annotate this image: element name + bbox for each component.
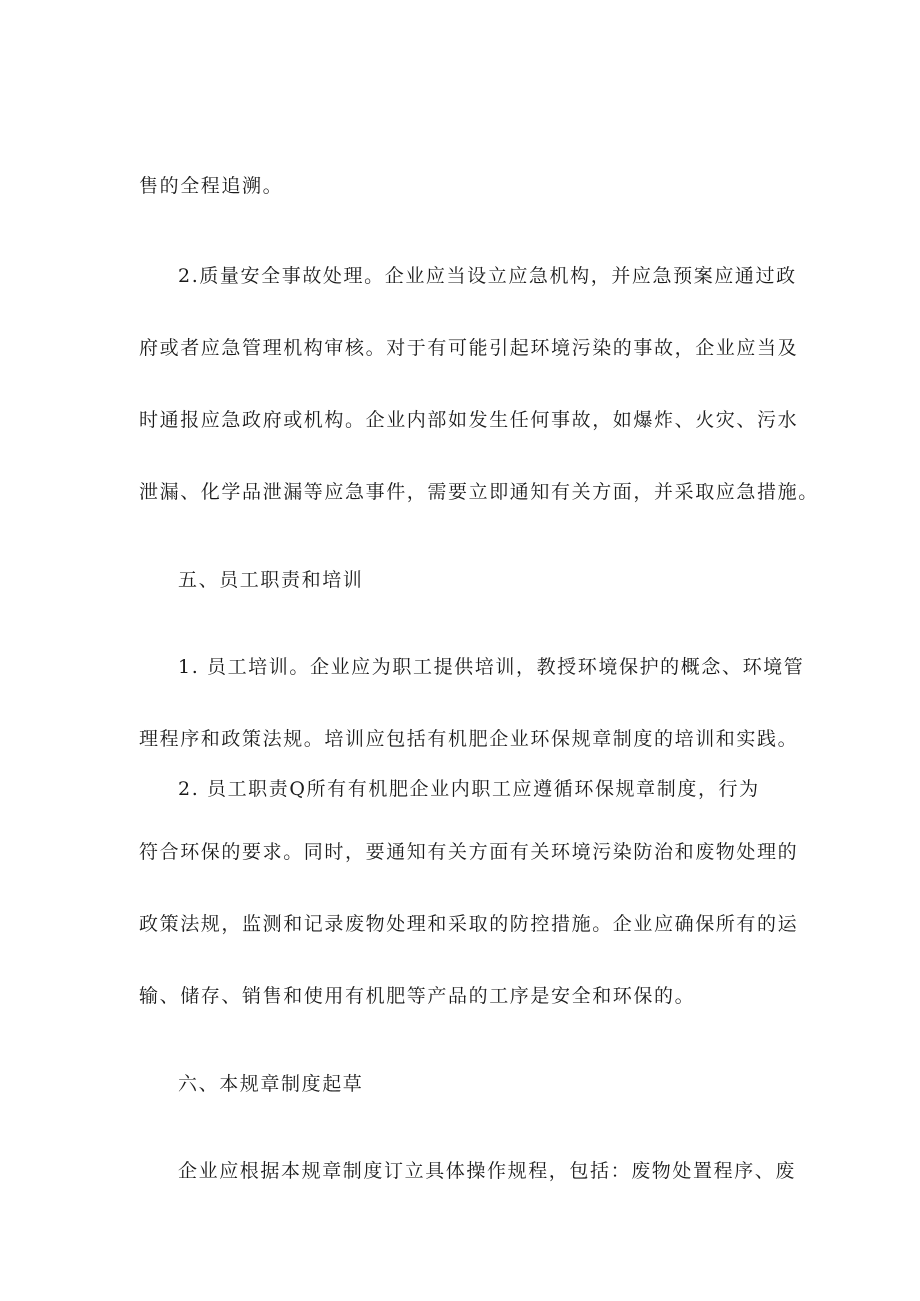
paragraph-line-drafting: 企业应根据本规章制度订立具体操作规程，包括：废物处置程序、废 bbox=[178, 1160, 797, 1182]
paragraph-line: 泄漏、化学品泄漏等应急事件，需要立即通知有关方面，并采取应急措施。 bbox=[139, 481, 819, 503]
paragraph-line: 政策法规，监测和记录废物处理和采取的防控措施。企业应确保所有的运 bbox=[139, 913, 799, 935]
paragraph-line: 府或者应急管理机构审核。对于有可能引起环境污染的事故，企业应当及 bbox=[139, 337, 799, 359]
paragraph-line: 理程序和政策法规。培训应包括有机肥企业环保规章制度的培训和实践。 bbox=[139, 728, 799, 750]
section-heading-drafting: 六、本规章制度起草 bbox=[178, 1073, 364, 1095]
paragraph-line-traceability-end: 售的全程追溯。 bbox=[139, 175, 284, 197]
paragraph-line-accident-handling: 2.质量安全事故处理。企业应当设立应急机构，并应急预案应通过政 bbox=[178, 265, 797, 287]
paragraph-line: 符合环保的要求。同时，要通知有关方面有关环境污染防治和废物处理的 bbox=[139, 841, 799, 863]
paragraph-line: 输、储存、销售和使用有机肥等产品的工序是安全和环保的。 bbox=[139, 985, 696, 1007]
paragraph-line: 时通报应急政府或机构。企业内部如发生任何事故，如爆炸、火灾、污水 bbox=[139, 409, 799, 431]
paragraph-line-employee-duties: 2. 员工职责Q所有有机肥企业内职工应遵循环保规章制度，行为 bbox=[178, 778, 760, 800]
paragraph-line-employee-training: 1. 员工培训。企业应为职工提供培训，教授环境保护的概念、环境管 bbox=[178, 656, 805, 678]
section-heading-employee-duties: 五、员工职责和培训 bbox=[178, 569, 364, 591]
